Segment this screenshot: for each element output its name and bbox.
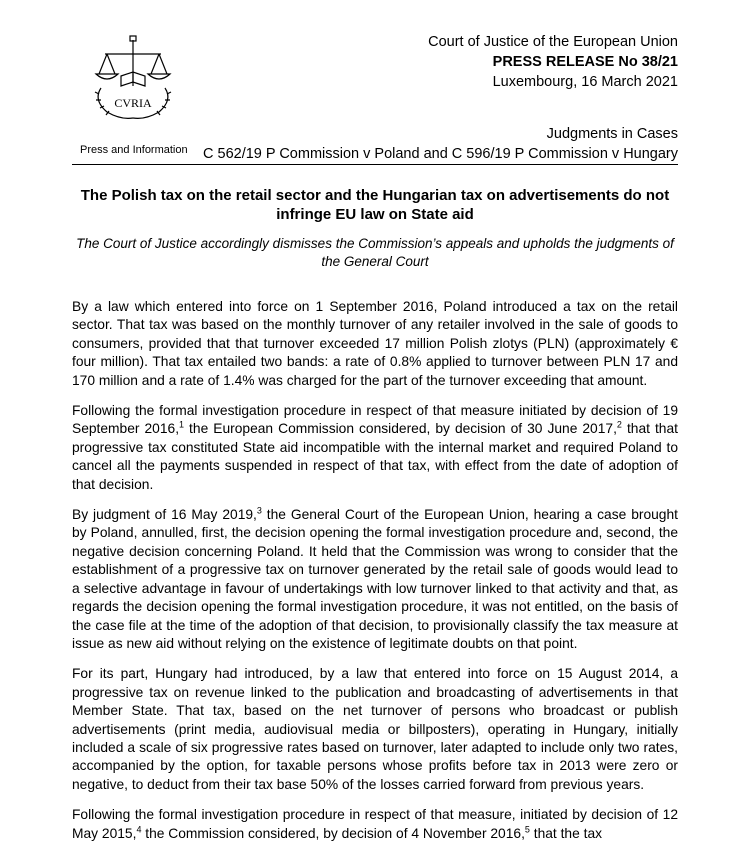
- paragraph-2-text: Following the formal investigation procedure in respect of that measure initiated by decision of 19 September 2016,: [72, 403, 678, 437]
- release-number: PRESS RELEASE No 38/21: [492, 54, 678, 70]
- paragraph-4: For its part, Hungary had introduced, by a law that entered into force on 15 August 2014, a progressive tax on revenue linked to the publication and broadcasting of advertisements in that Member State. That tax, based on the net turnover of persons who broadcast or publish advertisements (print media, audiovisual media or billposters), operating in Hungary, initially included a scale of six progressive rates based on turnover, later adapted to include only two rates, accompanied by the option, for taxable persons whose profits before tax in 2013 were zero or negative, to deduct from their tax base 50% of the losses carried forward from previous years.: [72, 666, 678, 792]
- page-title: The Polish tax on the retail sector and the Hungarian tax on advertisements do not infringe EU law on State aid: [80, 187, 670, 223]
- place-date: Luxembourg, 16 March 2021: [492, 74, 678, 90]
- paragraph-2-text: that that progressive tax constituted State aid incompatible with the internal market and required Poland to cancel all the payments suspended in respect of that tax, with effect from the date of adoption of that decision.: [72, 421, 678, 492]
- paragraph-2: [72, 402, 678, 494]
- paragraph-5-text: Following the formal investigation procedure in respect of that measure, initiated by decision of 12 May 2015,: [72, 807, 678, 841]
- paragraph-1: By a law which entered into force on 1 September 2016, Poland introduced a tax on the retail sector. That tax was based on the monthly turnover of any retailer involved in the sale of goods to consumers, provided that that turnover exceeded 17 million Polish zlotys (PLN) (approximately € four million). That tax entailed two bands: a rate of 0.8% applied to turnover between PLN 17 and 170 million and a rate of 1.4% was charged for the part of the turnover exceeding that amount.: [72, 299, 678, 388]
- body-text: [72, 298, 678, 855]
- footnote-ref[interactable]: 2: [616, 419, 622, 430]
- paragraph-5-text: that the tax: [529, 825, 603, 841]
- paragraph-5-text: the Commission considered, by decision of 4 November 2016,: [141, 825, 525, 841]
- footnote-ref[interactable]: 5: [524, 823, 530, 834]
- paragraph-3-text: the General Court of the European Union, hearing a case brought by Poland, annulled, first, the decision opening the formal investigation procedure and, second, the negative decision concerning Poland. It held that the Commission was wrong to consider that the establishment of a progressive tax on turnover generated by the retail sale of goods would lead to a selective advantage in favour of undertakings with low turnover linked to that activity and that, as regards the decision opening the formal investigation procedure, it was not entitled, on the basis of the case file at the time of the adoption of that decision, to provisionally classify the tax measure at issue as new aid without relying on the existence of legitimate doubts on that point.: [72, 507, 678, 651]
- footnote-ref[interactable]: 4: [136, 823, 142, 834]
- scales-of-justice-icon: [83, 28, 183, 128]
- judgments-label: Judgments in Cases: [546, 126, 678, 142]
- institution-name: Court of Justice of the European Union: [428, 34, 678, 50]
- press-info-label: Press and Information: [80, 144, 188, 156]
- header-divider: [72, 164, 678, 165]
- paragraph-5: [72, 806, 678, 843]
- page-subtitle: The Court of Justice accordingly dismisses the Commission’s appeals and upholds the judgments of the General Court: [76, 236, 674, 269]
- footnote-ref[interactable]: 3: [256, 505, 262, 516]
- logo-text: CVRIA: [114, 96, 152, 110]
- paragraph-3-text: By judgment of 16 May 2019,: [72, 507, 257, 523]
- footnote-ref[interactable]: 1: [179, 419, 185, 430]
- cvria-logo: [83, 28, 183, 128]
- paragraph-2-text: the European Commission considered, by decision of 30 June 2017,: [184, 421, 617, 437]
- case-numbers: C 562/19 P Commission v Poland and C 596/19 P Commission v Hungary: [203, 146, 678, 162]
- release-header: [428, 32, 678, 92]
- paragraph-3: [72, 506, 678, 653]
- cases-block: [203, 124, 678, 164]
